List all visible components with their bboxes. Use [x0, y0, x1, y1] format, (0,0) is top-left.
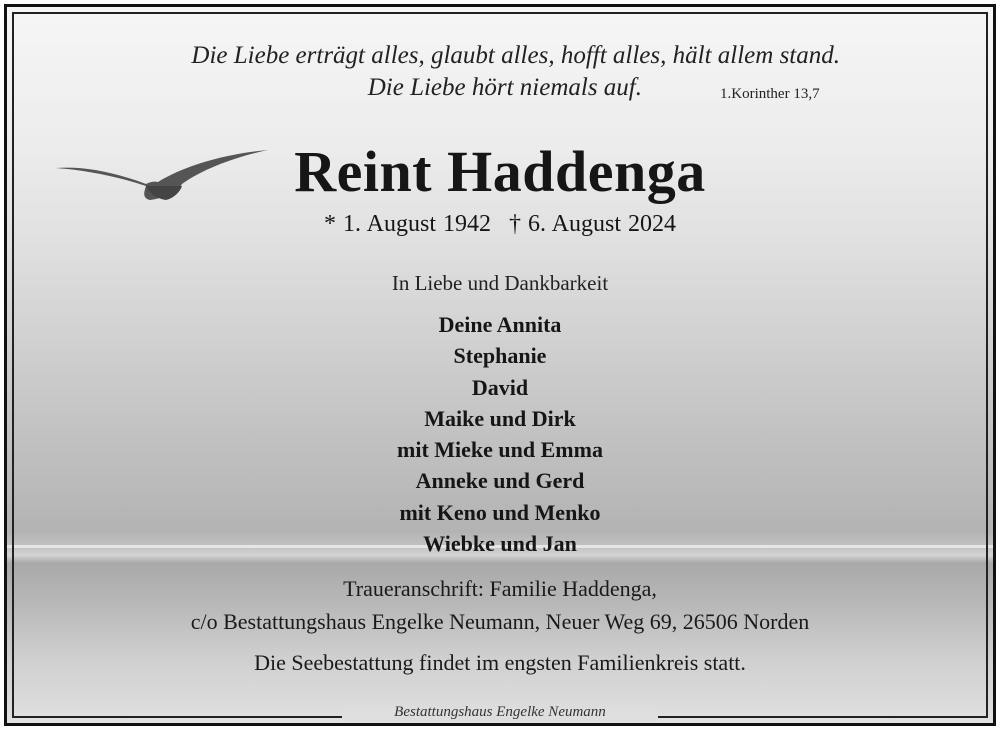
family-member: Maike und Dirk	[424, 405, 576, 431]
family-member: mit Mieke und Emma	[397, 437, 603, 463]
death-date: † 6. August 2024	[509, 211, 677, 237]
funeral-home-footer: Bestattungshaus Engelke Neumann	[394, 704, 606, 720]
address-line-2: c/o Bestattungshaus Engelke Neumann, Neuer Weg 69, 26506 Norden	[190, 609, 810, 634]
family-member: mit Keno und Menko	[399, 499, 601, 525]
birth-date: * 1. August 1942	[323, 211, 491, 237]
verse-line-1: Die Liebe erträgt alles, glaubt alles, hofft alles, hält allem stand.	[191, 42, 840, 69]
address-line-1: Traueranschrift: Familie Haddenga,	[343, 576, 657, 601]
family-list	[0, 309, 1000, 559]
family-member: Deine Annita	[438, 312, 562, 337]
family-member: Stephanie	[453, 343, 547, 369]
intro-line: In Liebe und Dankbarkeit	[391, 271, 609, 295]
life-dates	[0, 211, 1000, 238]
deceased-name: Reint Haddenga	[294, 139, 706, 204]
verse-reference: 1.Korinther 13,7	[720, 86, 820, 102]
family-member: Wiebke und Jan	[423, 531, 577, 557]
burial-note: Die Seebestattung findet im engsten Familienkreis statt.	[254, 650, 746, 675]
family-member: David	[471, 374, 529, 400]
verse-line-2: Die Liebe hört niemals auf.	[367, 74, 642, 101]
family-member: Anneke und Gerd	[415, 468, 585, 494]
mourning-address	[0, 572, 1000, 638]
